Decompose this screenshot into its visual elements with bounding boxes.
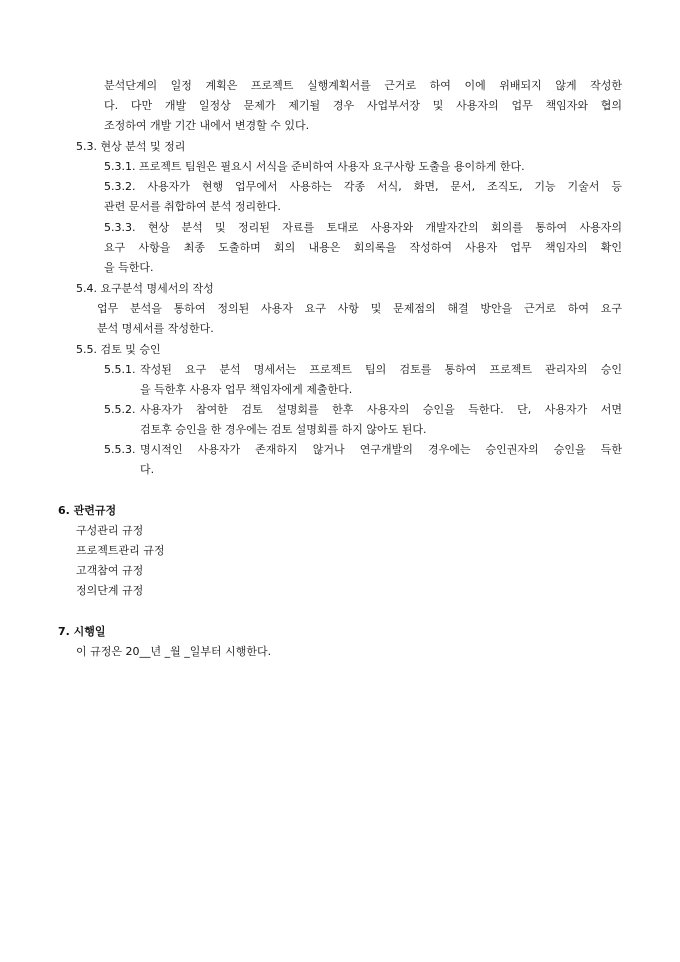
section-5-5-title: 5.5. 검토 및 승인: [76, 343, 161, 356]
item-5-5-3-number: 5.5.3.: [104, 443, 136, 456]
section-5-4-line-2: 분석 명세서를 작성한다.: [97, 322, 214, 335]
section-5-4-line-1: 업무 분석을 통하여 정의된 사용자 요구 사항 및 문제점의 해결 방안을 근거로 하여 요구: [97, 302, 622, 315]
related-rule-item: 구성관리 규정: [76, 524, 144, 537]
intro-line-2: 다. 다만 개발 일정상 문제가 제기될 경우 사업부서장 및 사용자의 업무 책임자와 협의: [104, 99, 622, 112]
item-5-3-2-line-1: 5.3.2. 사용자가 현행 업무에서 사용하는 각종 서식, 화면, 문서, 조직도, 기능 기술서 등: [104, 180, 622, 193]
item-5-5-2-line-1: 사용자가 참여한 검토 설명회를 한후 사용자의 승인을 득한다. 단, 사용자가 서면: [140, 403, 622, 416]
item-5-3-3-line-1: 5.3.3. 현상 분석 및 정리된 자료를 토대로 사용자와 개발자간의 회의를 통하여 사용자의: [104, 221, 622, 234]
section-5-4-title: 5.4. 요구분석 명세서의 작성: [76, 282, 214, 295]
item-5-3-1: 5.3.1. 프로젝트 팀원은 필요시 서식을 준비하여 사용자 요구사항 도출을 용이하게 한다.: [104, 160, 525, 173]
related-rule-item: 프로젝트관리 규정: [76, 544, 165, 557]
item-5-5-2-line-2: 검토후 승인을 한 경우에는 검토 설명회를 하지 않아도 된다.: [140, 423, 427, 436]
item-5-5-1-line-2: 을 득한후 사용자 업무 책임자에게 제출한다.: [140, 383, 353, 396]
item-5-5-2-number: 5.5.2.: [104, 403, 136, 416]
item-5-5-3-line-2: 다.: [140, 463, 155, 476]
section-5-3-title: 5.3. 현상 분석 및 정리: [76, 140, 186, 153]
section-7-title: 7. 시행일: [58, 625, 106, 638]
item-5-3-3-line-3: 을 득한다.: [104, 261, 154, 274]
item-5-5-1-number: 5.5.1.: [104, 363, 136, 376]
section-6-title: 6. 관련규정: [58, 504, 117, 517]
item-5-3-3-line-2: 요구 사항을 최종 도출하며 회의 내용은 회의록을 작성하여 사용자 업무 책임자의 확인: [104, 241, 622, 254]
item-5-3-2-line-2: 관련 문서를 취합하여 분석 정리한다.: [104, 200, 281, 213]
effective-date-text: 이 규정은 20__년 _월 _일부터 시행한다.: [76, 645, 272, 658]
related-rule-item: 고객참여 규정: [76, 564, 144, 577]
item-5-5-3-line-1: 명시적인 사용자가 존재하지 않거나 연구개발의 경우에는 승인권자의 승인을 득한: [140, 443, 622, 456]
item-5-5-1-line-1: 작성된 요구 분석 명세서는 프로젝트 팀의 검토를 통하여 프로젝트 관리자의 승인: [140, 363, 622, 376]
intro-line-1: 분석단계의 일정 계획은 프로젝트 실행계획서를 근거로 하여 이에 위배되지 않게 작성한: [104, 79, 622, 92]
related-rule-item: 정의단계 규정: [76, 584, 144, 597]
intro-line-3: 조정하여 개발 기간 내에서 변경할 수 있다.: [104, 119, 310, 132]
